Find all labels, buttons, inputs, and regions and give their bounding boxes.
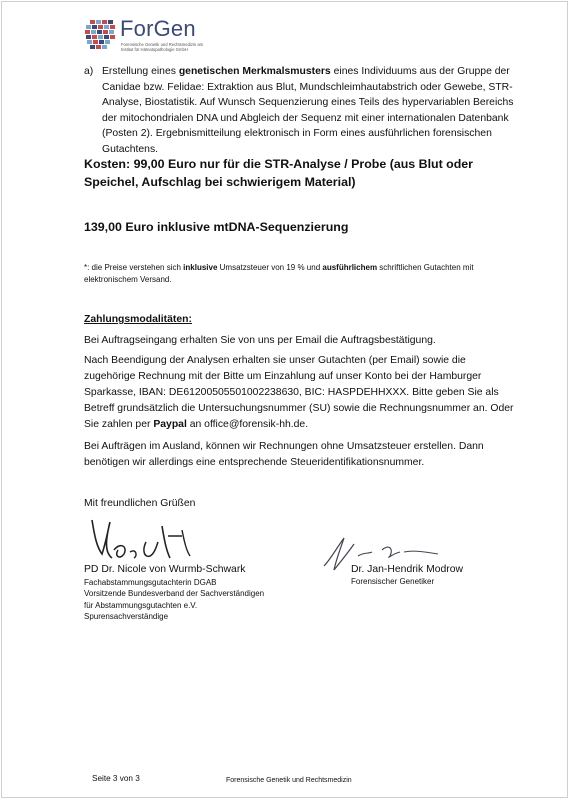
logo-subtitle: Forensische Genetik und Rechtsmedizin am Institut für Hämatopathologie GmbH: [121, 42, 204, 52]
logo-name: ForGen: [120, 16, 196, 41]
greeting: Mit freundlichen Grüßen: [84, 498, 196, 509]
payment-paragraph-3: Bei Aufträgen im Ausland, können wir Rechnungen ohne Umsatzsteuer erstellen. Dann benötigen wir allerdings eine entsprechende Steueridentifikationsnummer.: [84, 441, 484, 468]
page-number: Seite 3 von 3: [92, 774, 140, 783]
signature-left: [84, 512, 234, 572]
list-item-a: Erstellung eines genetischen Merkmalsmusters eines Individuums aus der Gruppe der Canidae bzw. Felidae: Extraktion aus Blut, Mundschleimhautabstrich oder Gewebe, STR-Analyse, Biostatistik. Auf Wunsch Sequenzierung eines Teils des hypervariablen Bereichs der mitochondrialen DNA und Abgleich der Sequenz mit einer internationalen Datenbank (Posten 2). Ergebnismitteilung elektronisch in Form eines ausführlichen forensischen Gutachtens.: [102, 66, 514, 155]
signer-right-name: Dr. Jan-Hendrik Modrow: [351, 564, 464, 575]
signer-right-role: Forensischer Genetiker: [351, 577, 435, 586]
list-marker: a): [84, 66, 94, 77]
footer-department: Forensische Genetik und Rechtsmedizin: [226, 777, 352, 784]
payment-paragraph-2: Nach Beendigung der Analysen erhalten sie unser Gutachten (per Email) sowie die zugehörige Rechnung mit der Bitte um Einzahlung auf unser Konto bei der Hamburger Sparkasse, IBAN: DE61200505501002238630, BIC: HASPDEHHXXX. Bitte geben Sie als Betreff grundsätzlich die Untersuchungsnummer (SU) sowie die Rechnungsnummer an. Oder Sie zahlen per Paypal an office@forensik-hh.de.: [84, 355, 514, 430]
payment-title: Zahlungsmodalitäten:: [84, 314, 192, 325]
price-footnote: *: die Preise verstehen sich inklusive Umsatzsteuer von 19 % und ausführlichem schriftlichen Gutachten mit elektronischem Versand.: [84, 263, 474, 284]
signer-left-name: PD Dr. Nicole von Wurmb-Schwark: [84, 564, 246, 575]
price-mtdna: 139,00 Euro inklusive mtDNA-Sequenzierung: [84, 220, 349, 234]
price-str-analysis: Kosten: 99,00 Euro nur für die STR-Analyse / Probe (aus Blut oder Speichel, Aufschlag bei schwierigem Material): [84, 157, 473, 189]
logo-mosaic-icon: [84, 19, 118, 53]
forgen-logo: [84, 17, 234, 57]
signer-left-roles: Fachabstammungsgutachterin DGAB Vorsitzende Bundesverband der Sachverständigen für Abstammungsgutachten e.V. Spurensachverständige: [84, 578, 265, 621]
payment-paragraph-1: Bei Auftragseingang erhalten Sie von uns per Email die Auftragsbestätigung.: [84, 335, 436, 346]
